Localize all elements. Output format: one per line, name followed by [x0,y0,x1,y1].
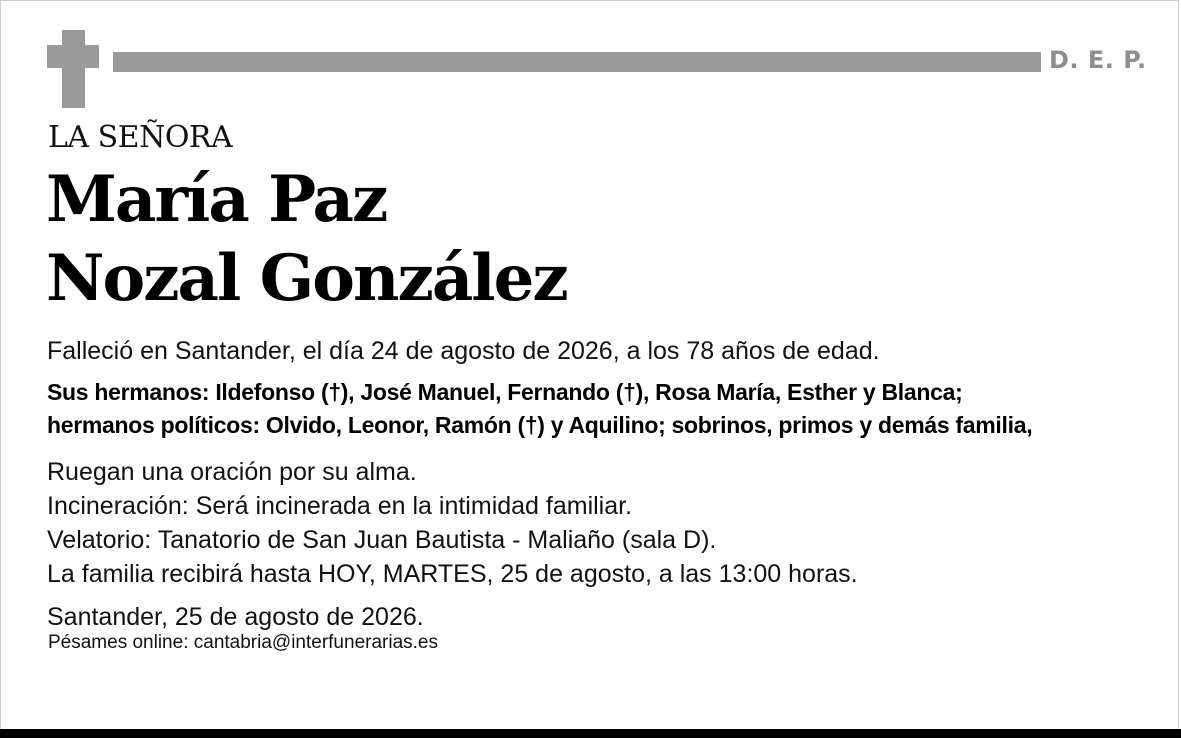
wake-info: Velatorio: Tanatorio de San Juan Bautista - Maliaño (sala D). [47,526,717,554]
online-condolences: Pésames online: cantabria@interfunerarias.es [48,632,438,653]
family-line-2: hermanos políticos: Olvido, Leonor, Ramón (†) y Aquilino; sobrinos, primos y demás familia, [47,412,1033,438]
header-rule [113,52,1041,72]
cremation-info: Incineración: Será incinerada en la intimidad familiar. [47,492,633,520]
deceased-name-line2: Nozal González [46,241,567,316]
family-line-1: Sus hermanos: Ildefonso (†), José Manuel, Fernando (†), Rosa María, Esther y Blanca; [47,379,963,405]
dep-label: D. E. P. [1049,46,1147,74]
honorific-title: LA SEÑORA [48,120,233,155]
place-date: Santander, 25 de agosto de 2026. [47,603,424,631]
deceased-name-line1: María Paz [46,162,387,237]
death-notice: Falleció en Santander, el día 24 de agosto de 2026, a los 78 años de edad. [47,337,880,365]
bottom-border-bar [0,729,1181,738]
cross-icon-bar [47,45,99,68]
cross-icon [62,30,85,108]
reception-info: La familia recibirá hasta HOY, MARTES, 25 de agosto, a las 13:00 horas. [47,560,858,588]
prayer-request: Ruegan una oración por su alma. [47,458,417,486]
